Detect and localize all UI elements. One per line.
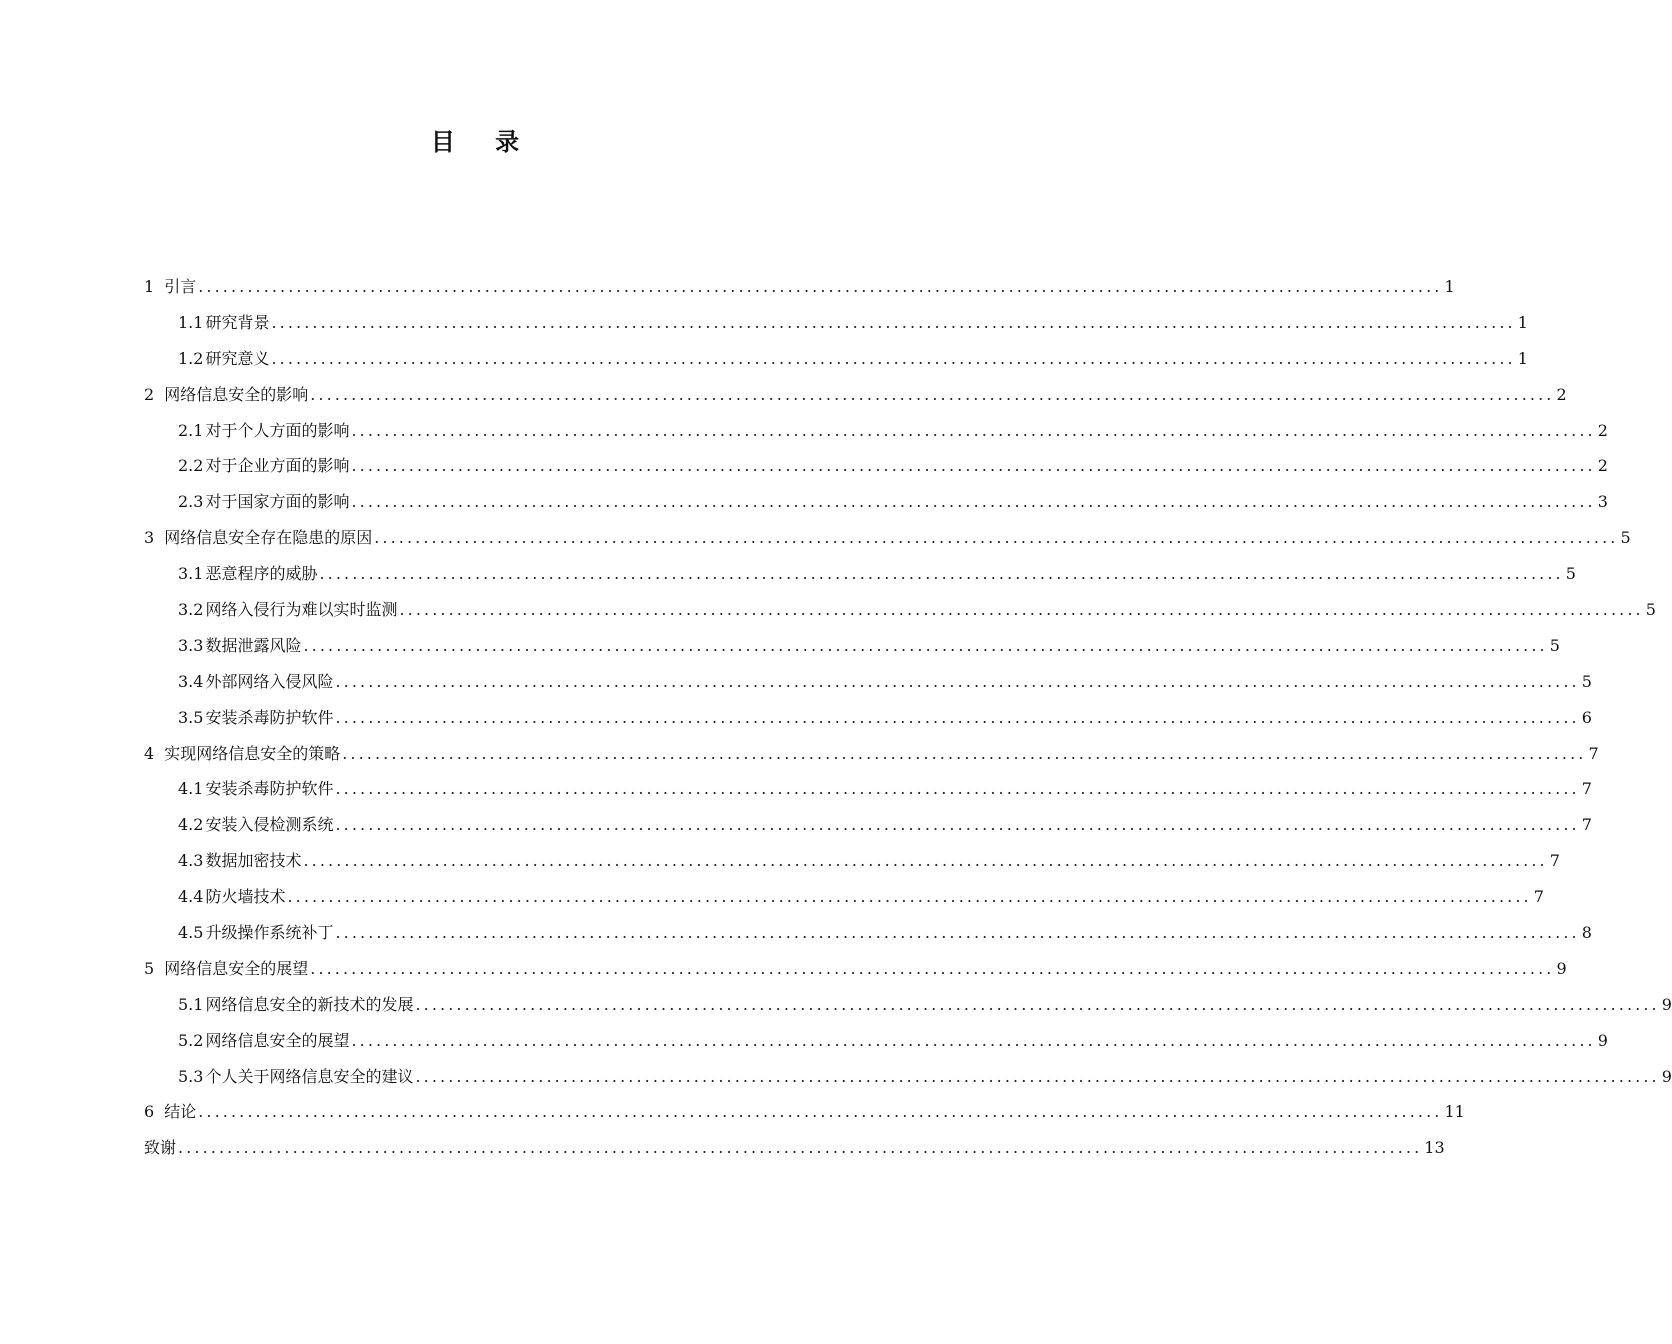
toc-entry[interactable] xyxy=(144,377,1567,413)
toc-dot-leader: ........................................................................................................................................................ xyxy=(351,1030,1596,1050)
toc-entry-page: 9 xyxy=(1661,1066,1672,1086)
toc-entry-page: 1 xyxy=(1444,277,1455,296)
toc-entry-page: 5 xyxy=(1549,635,1560,655)
toc-entry-title: 安装杀毒防护软件 xyxy=(205,707,334,727)
toc-entry-page: 5 xyxy=(1581,671,1592,691)
toc-dot-leader: ........................................................................................................................................................ xyxy=(415,994,1660,1014)
toc-entry-number: 1 xyxy=(144,277,155,296)
toc-entry-number: 4.3 xyxy=(178,851,204,871)
toc-entry[interactable] xyxy=(144,556,1576,592)
toc-entry-page: 5 xyxy=(1620,528,1631,548)
toc-entry-page: 6 xyxy=(1581,707,1592,727)
toc-dot-leader: ........................................................................................................................................................ xyxy=(335,815,1580,835)
toc-entry-number: 4.1 xyxy=(178,779,204,799)
toc-entry-number: 3.3 xyxy=(178,635,204,655)
toc-entry-page: 9 xyxy=(1597,1030,1608,1050)
toc-dot-leader: ........................................................................................................................................................ xyxy=(198,1102,1443,1122)
toc-entry-number: 6 xyxy=(144,1102,155,1122)
toc-dot-leader: ........................................................................................................................................................ xyxy=(178,1138,1423,1158)
toc-entry[interactable] xyxy=(144,341,1528,377)
toc-entry-number: 3.4 xyxy=(178,671,204,691)
toc-dot-leader: ........................................................................................................................................................ xyxy=(198,277,1443,296)
toc-entry-page: 11 xyxy=(1444,1102,1465,1122)
toc-entry[interactable] xyxy=(144,1094,1465,1130)
toc-dot-leader: ........................................................................................................................................................ xyxy=(271,348,1516,368)
toc-entry-title: 网络信息安全的展望 xyxy=(205,1030,350,1050)
toc-dot-leader: ........................................................................................................................................................ xyxy=(351,420,1596,440)
toc-entry-page: 1 xyxy=(1517,312,1528,332)
toc-entry-page: 7 xyxy=(1581,779,1592,799)
toc-entry-title: 恶意程序的威胁 xyxy=(205,564,318,584)
page-title: 目 录 xyxy=(430,128,536,156)
toc-entry-title: 致谢 xyxy=(144,1138,177,1158)
toc-entry-page: 9 xyxy=(1556,958,1567,978)
toc-entry-title: 网络信息安全的影响 xyxy=(164,384,309,404)
toc-dot-leader: ........................................................................................................................................................ xyxy=(415,1066,1660,1086)
toc-entry-title: 引言 xyxy=(164,277,197,296)
toc-entry-title: 对于个人方面的影响 xyxy=(205,420,350,440)
toc-entry-number: 2.2 xyxy=(178,456,204,476)
toc-entry-title: 安装入侵检测系统 xyxy=(205,815,334,835)
toc-entry[interactable] xyxy=(144,1059,1672,1095)
toc-entry-title: 网络信息安全的展望 xyxy=(164,958,309,978)
toc-entry-number: 5 xyxy=(144,958,155,978)
toc-entry-number: 1.1 xyxy=(178,312,204,332)
toc-dot-leader: ........................................................................................................................................................ xyxy=(303,851,1548,871)
toc-entry-number: 4.5 xyxy=(178,923,204,943)
toc-entry-number: 4.4 xyxy=(178,887,204,907)
toc-dot-leader: ........................................................................................................................................................ xyxy=(303,635,1548,655)
toc-entry[interactable] xyxy=(144,520,1631,556)
toc-entry[interactable] xyxy=(144,879,1544,915)
toc-dot-leader: ........................................................................................................................................................ xyxy=(351,492,1596,512)
toc-entry-number: 5.1 xyxy=(178,994,204,1014)
toc-dot-leader: ........................................................................................................................................................ xyxy=(399,600,1644,620)
toc-entry-title: 外部网络入侵风险 xyxy=(205,671,334,691)
toc-entry[interactable] xyxy=(144,269,1455,305)
toc-entry-number: 4.2 xyxy=(178,815,204,835)
toc-entry[interactable] xyxy=(144,807,1592,843)
toc-dot-leader: ........................................................................................................................................................ xyxy=(287,887,1532,907)
toc-entry-title: 数据加密技术 xyxy=(205,851,302,871)
toc-dot-leader: ........................................................................................................................................................ xyxy=(271,312,1516,332)
toc-dot-leader: ........................................................................................................................................................ xyxy=(310,384,1555,404)
toc-entry[interactable] xyxy=(144,592,1656,628)
toc-entry-page: 5 xyxy=(1565,564,1576,584)
toc-entry-title: 结论 xyxy=(164,1102,197,1122)
toc-entry-page: 2 xyxy=(1597,456,1608,476)
table-of-contents xyxy=(144,269,1672,1166)
toc-entry[interactable] xyxy=(144,305,1528,341)
toc-entry-page: 8 xyxy=(1581,923,1592,943)
toc-entry[interactable] xyxy=(144,484,1608,520)
toc-entry-number: 3.5 xyxy=(178,707,204,727)
toc-entry[interactable] xyxy=(144,413,1608,449)
toc-entry-page: 7 xyxy=(1588,743,1599,763)
toc-entry-title: 升级操作系统补丁 xyxy=(205,923,334,943)
toc-entry[interactable] xyxy=(144,951,1567,987)
toc-entry[interactable] xyxy=(144,1130,1445,1166)
toc-entry[interactable] xyxy=(144,700,1592,736)
toc-entry-title: 安装杀毒防护软件 xyxy=(205,779,334,799)
toc-dot-leader: ........................................................................................................................................................ xyxy=(351,456,1596,476)
toc-entry[interactable] xyxy=(144,843,1560,879)
toc-entry-number: 3.2 xyxy=(178,600,204,620)
toc-entry-title: 数据泄露风险 xyxy=(205,635,302,655)
toc-entry[interactable] xyxy=(144,1023,1608,1059)
toc-dot-leader: ........................................................................................................................................................ xyxy=(335,923,1580,943)
toc-dot-leader: ........................................................................................................................................................ xyxy=(374,528,1619,548)
toc-entry-number: 1.2 xyxy=(178,348,204,368)
toc-entry[interactable] xyxy=(144,448,1608,484)
toc-entry-page: 3 xyxy=(1597,492,1608,512)
toc-entry-number: 2.1 xyxy=(178,420,204,440)
toc-entry-page: 7 xyxy=(1533,887,1544,907)
toc-entry-number: 4 xyxy=(144,743,155,763)
toc-dot-leader: ........................................................................................................................................................ xyxy=(335,707,1580,727)
toc-entry-title: 对于国家方面的影响 xyxy=(205,492,350,512)
toc-entry-page: 13 xyxy=(1424,1138,1445,1158)
toc-dot-leader: ........................................................................................................................................................ xyxy=(335,671,1580,691)
toc-entry-page: 1 xyxy=(1517,348,1528,368)
toc-dot-leader: ........................................................................................................................................................ xyxy=(319,564,1564,584)
toc-entry-number: 5.3 xyxy=(178,1066,204,1086)
toc-entry[interactable] xyxy=(144,987,1672,1023)
toc-entry-number: 2 xyxy=(144,384,155,404)
toc-entry-number: 2.3 xyxy=(178,492,204,512)
toc-dot-leader: ........................................................................................................................................................ xyxy=(310,958,1555,978)
toc-entry-title: 实现网络信息安全的策略 xyxy=(164,743,341,763)
toc-entry-title: 研究背景 xyxy=(205,312,270,332)
toc-entry[interactable] xyxy=(144,664,1592,700)
toc-entry-page: 7 xyxy=(1549,851,1560,871)
toc-entry-page: 2 xyxy=(1556,384,1567,404)
toc-entry-title: 对于企业方面的影响 xyxy=(205,456,350,476)
toc-entry-number: 3.1 xyxy=(178,564,204,584)
toc-entry-title: 网络信息安全的新技术的发展 xyxy=(205,994,414,1014)
toc-entry[interactable] xyxy=(144,628,1560,664)
toc-entry-title: 防火墙技术 xyxy=(205,887,286,907)
toc-entry-page: 5 xyxy=(1645,600,1656,620)
toc-entry-number: 5.2 xyxy=(178,1030,204,1050)
toc-entry[interactable] xyxy=(144,915,1592,951)
toc-entry-number: 3 xyxy=(144,528,155,548)
toc-entry-page: 9 xyxy=(1661,994,1672,1014)
toc-entry-title: 网络信息安全存在隐患的原因 xyxy=(164,528,373,548)
toc-entry-title: 研究意义 xyxy=(205,348,270,368)
toc-entry[interactable] xyxy=(144,736,1599,772)
toc-entry-page: 7 xyxy=(1581,815,1592,835)
toc-dot-leader: ........................................................................................................................................................ xyxy=(335,779,1580,799)
toc-entry-title: 网络入侵行为难以实时监测 xyxy=(205,600,398,620)
toc-entry[interactable] xyxy=(144,771,1592,807)
toc-dot-leader: ........................................................................................................................................................ xyxy=(342,743,1587,763)
toc-entry-title: 个人关于网络信息安全的建议 xyxy=(205,1066,414,1086)
toc-entry-page: 2 xyxy=(1597,420,1608,440)
